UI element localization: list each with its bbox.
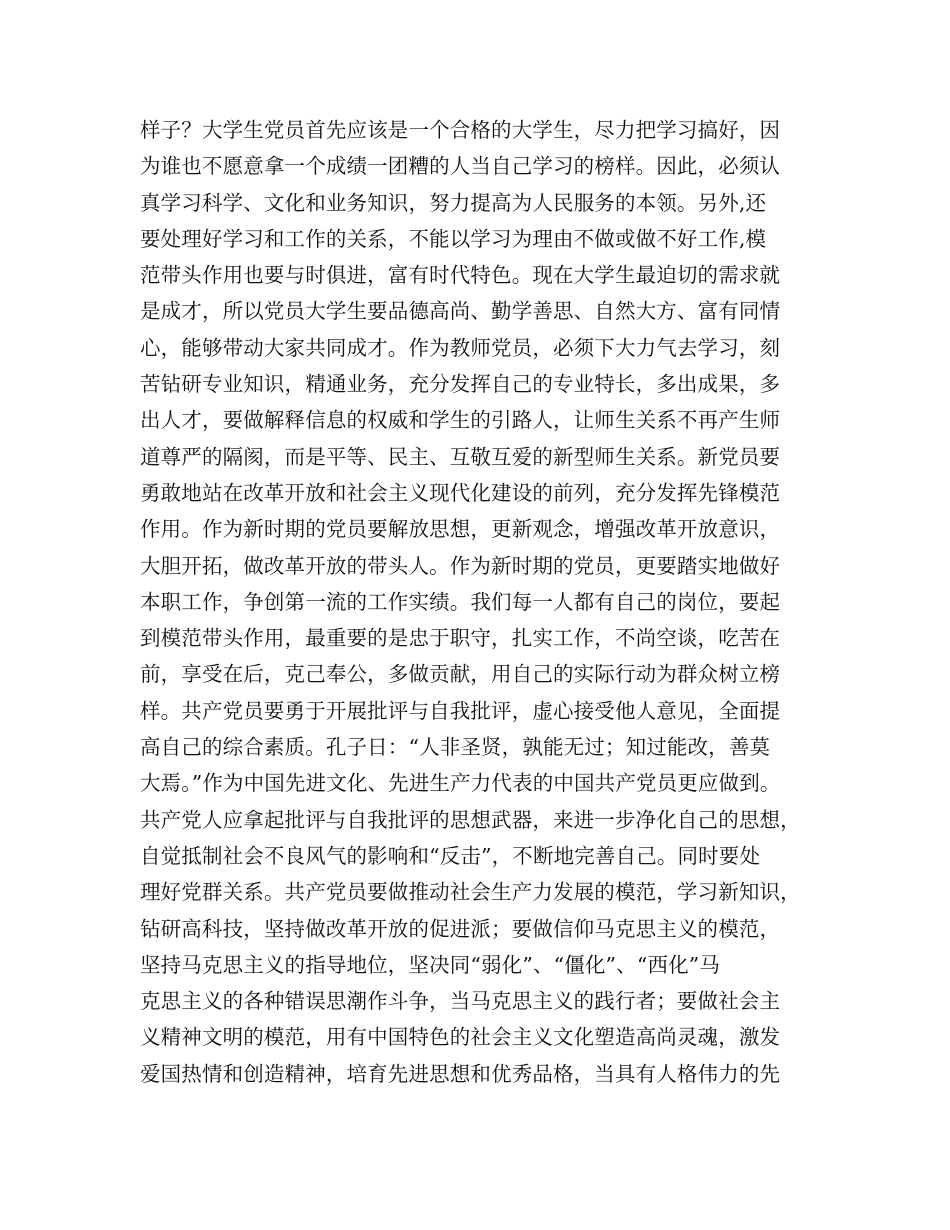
text-line: 样子？大学生党员首先应该是一个合格的大学生，尽力把学习搞好，因: [140, 118, 781, 142]
text-line: 样。共产党员要勇于开展批评与自我批评，虚心接受他人意见，全面提: [140, 698, 781, 723]
text-line: 要处理好学习和工作的关系，不能以学习为理由不做或做不好工作,模: [140, 226, 767, 251]
text-line: 大胆开拓，做改革开放的带头人。作为新时期的党员，更要踏实地做好: [140, 553, 781, 578]
text-line: 前，享受在后，克己奉公，多做贡献，用自己的实际行动为群众树立榜: [140, 662, 781, 687]
text-line: 钻研高科技，坚持做改革开放的促进派；要做信仰马克思主义的模范，: [140, 916, 781, 941]
text-line: 心，能够带动大家共同成才。作为教师党员，必须下大力气去学习，刻: [140, 335, 781, 360]
text-line: 苦钻研专业知识，精通业务，充分发挥自己的专业特长，多出成果，多: [140, 372, 781, 397]
text-line: 坚持马克思主义的指导地位，坚决同“弱化”、“僵化”、“西化”马: [140, 952, 721, 977]
text-line: 道尊严的隔阂，而是平等、民主、互敬互爱的新型师生关系。新党员要: [140, 444, 781, 469]
text-line: 真学习科学、文化和业务知识，努力提高为人民服务的本领。另外,还: [140, 190, 767, 215]
text-line: 理好党群关系。共产党员要做推动社会生产力发展的模范，学习新知识，: [140, 880, 801, 905]
text-line: 到模范带头作用，最重要的是忠于职守，扎实工作，不尚空谈，吃苦在: [140, 626, 781, 651]
text-line: 勇敢地站在改革开放和社会主义现代化建设的前列，充分发挥先锋模范: [140, 480, 781, 505]
text-line: 自觉抵制社会不良风气的影响和“反击”，不断地完善自己。同时要处: [140, 843, 761, 868]
body-paragraph: [140, 112, 830, 1092]
text-line: 为谁也不愿意拿一个成绩一团糟的人当自己学习的榜样。因此，必须认: [140, 154, 781, 179]
text-line: 本职工作，争创第一流的工作实绩。我们每一人都有自己的岗位，要起: [140, 589, 781, 614]
text-line: 高自己的综合素质。孔子日：“人非圣贤，孰能无过；知过能改，善莫: [140, 735, 771, 760]
text-line: 爱国热情和创造精神，培育先进思想和优秀品格，当具有人格伟力的先: [140, 1061, 781, 1086]
text-line: 范带头作用也要与时俱进，富有时代特色。现在大学生最迫切的需求就: [140, 263, 781, 288]
text-line: 大焉。”作为中国先进文化、先进生产力代表的中国共产党员更应做到。: [140, 771, 781, 796]
text-line: 出人才，要做解释信息的权威和学生的引路人，让师生关系不再产生师: [140, 408, 781, 433]
text-line: 义精神文明的模范，用有中国特色的社会主义文化塑造高尚灵魂，激发: [140, 1025, 781, 1050]
text-line: 克思主义的各种错误思潮作斗争，当马克思主义的践行者；要做社会主: [140, 989, 781, 1014]
text-line: 是成才，所以党员大学生要品德高尚、勤学善思、自然大方、富有同情: [140, 299, 781, 324]
text-line: 共产党人应拿起批评与自我批评的思想武器，来进一步净化自己的思想，: [140, 807, 801, 832]
text-line: 作用。作为新时期的党员要解放思想，更新观念，增强改革开放意识，: [140, 517, 781, 542]
